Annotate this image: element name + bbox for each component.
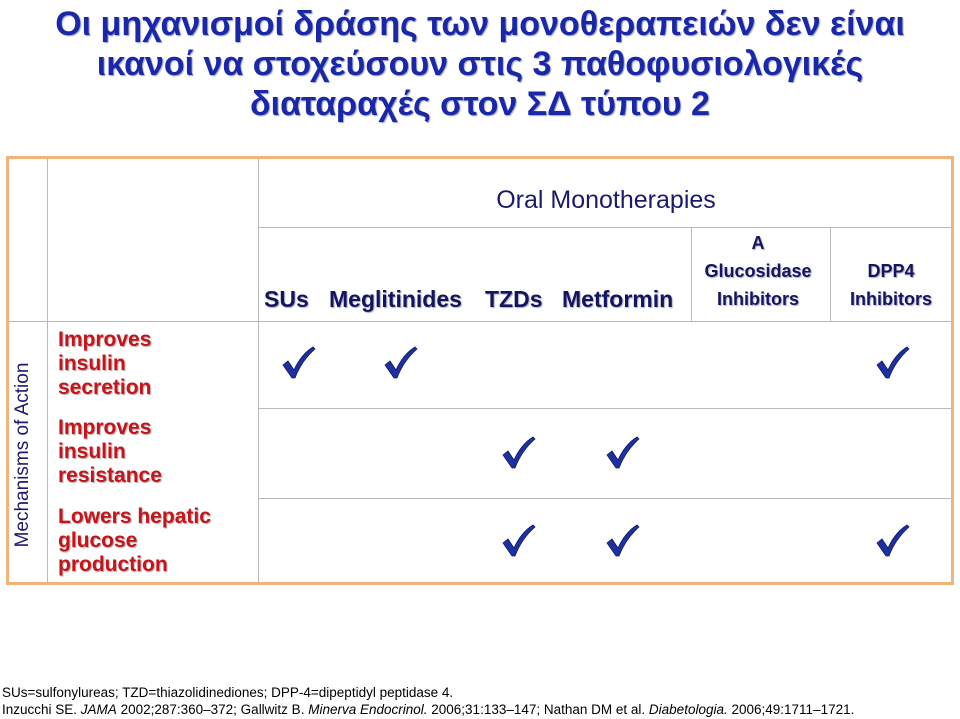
check-icon (280, 346, 316, 380)
side-label (8, 334, 38, 576)
ref-text: 2006;31:133–147; Nathan DM et al. (427, 702, 649, 717)
col-agi (688, 229, 828, 313)
row-label-line: insulin (58, 440, 126, 463)
row-label-line: Lowers hepatic (58, 505, 211, 528)
check-icon (500, 436, 536, 470)
row-label-line: glucose (58, 529, 138, 552)
col-dpp4-line1: DPP4 (867, 261, 915, 281)
ref-journal: Diabetologia. (648, 702, 728, 717)
row-label-line: production (58, 553, 168, 576)
ref-journal: JAMA (80, 702, 117, 717)
check-icon (500, 524, 536, 558)
grid-line (258, 408, 951, 409)
row-label-line: secretion (58, 376, 152, 399)
col-sus: SUs (264, 286, 309, 312)
super-header: Oral Monotherapies (496, 186, 716, 214)
check-icon (382, 346, 418, 380)
check-icon (874, 524, 910, 558)
grid-line (258, 227, 951, 228)
ref-text: 2006;49:1711–1721. (727, 702, 855, 717)
col-agi-line3: Inhibitors (717, 289, 799, 309)
ref-text: Inzucchi SE. (2, 702, 81, 717)
footnote-abbreviations: SUs=sulfonylureas; TZD=thiazolidinediones; DPP-4=dipeptidyl peptidase 4. (2, 685, 454, 700)
row-label-line: resistance (58, 464, 162, 487)
ref-journal: Minerva Endocrinol. (308, 702, 428, 717)
grid-line (47, 159, 48, 582)
col-tzds: TZDs (485, 286, 543, 312)
title-line-1: Οι μηχανισμοί δράσης των μονοθεραπειών δεν είναι (55, 5, 905, 43)
col-meglitinides: Meglitinides (329, 286, 462, 312)
row-label-secretion (58, 328, 151, 400)
check-icon (604, 524, 640, 558)
side-label-text: Mechanisms of Action (12, 362, 33, 548)
col-agi-line1: A (751, 233, 765, 253)
row-label-hepatic (58, 505, 211, 577)
footnote-references (2, 701, 854, 719)
row-label-line: insulin (58, 352, 126, 375)
col-agi-line2: Glucosidase (704, 261, 812, 281)
grid-line (258, 498, 951, 499)
title-line-3: διαταραχές στον ΣΔ τύπου 2 (250, 85, 710, 123)
ref-text: 2002;287:360–372; Gallwitz B. (116, 702, 309, 717)
grid-line (9, 321, 951, 322)
row-label-line: Improves (58, 416, 152, 439)
check-icon (874, 346, 910, 380)
row-label-line: Improves (58, 328, 152, 351)
col-metformin: Metformin (562, 286, 674, 312)
col-dpp4 (830, 257, 952, 313)
check-icon (604, 436, 640, 470)
row-label-resistance (58, 416, 162, 488)
col-dpp4-line2: Inhibitors (850, 289, 932, 309)
grid-line (258, 159, 259, 582)
title-line-2: ικανοί να στοχεύσουν στις 3 παθοφυσιολογικές (96, 45, 864, 83)
slide-title (0, 4, 960, 124)
